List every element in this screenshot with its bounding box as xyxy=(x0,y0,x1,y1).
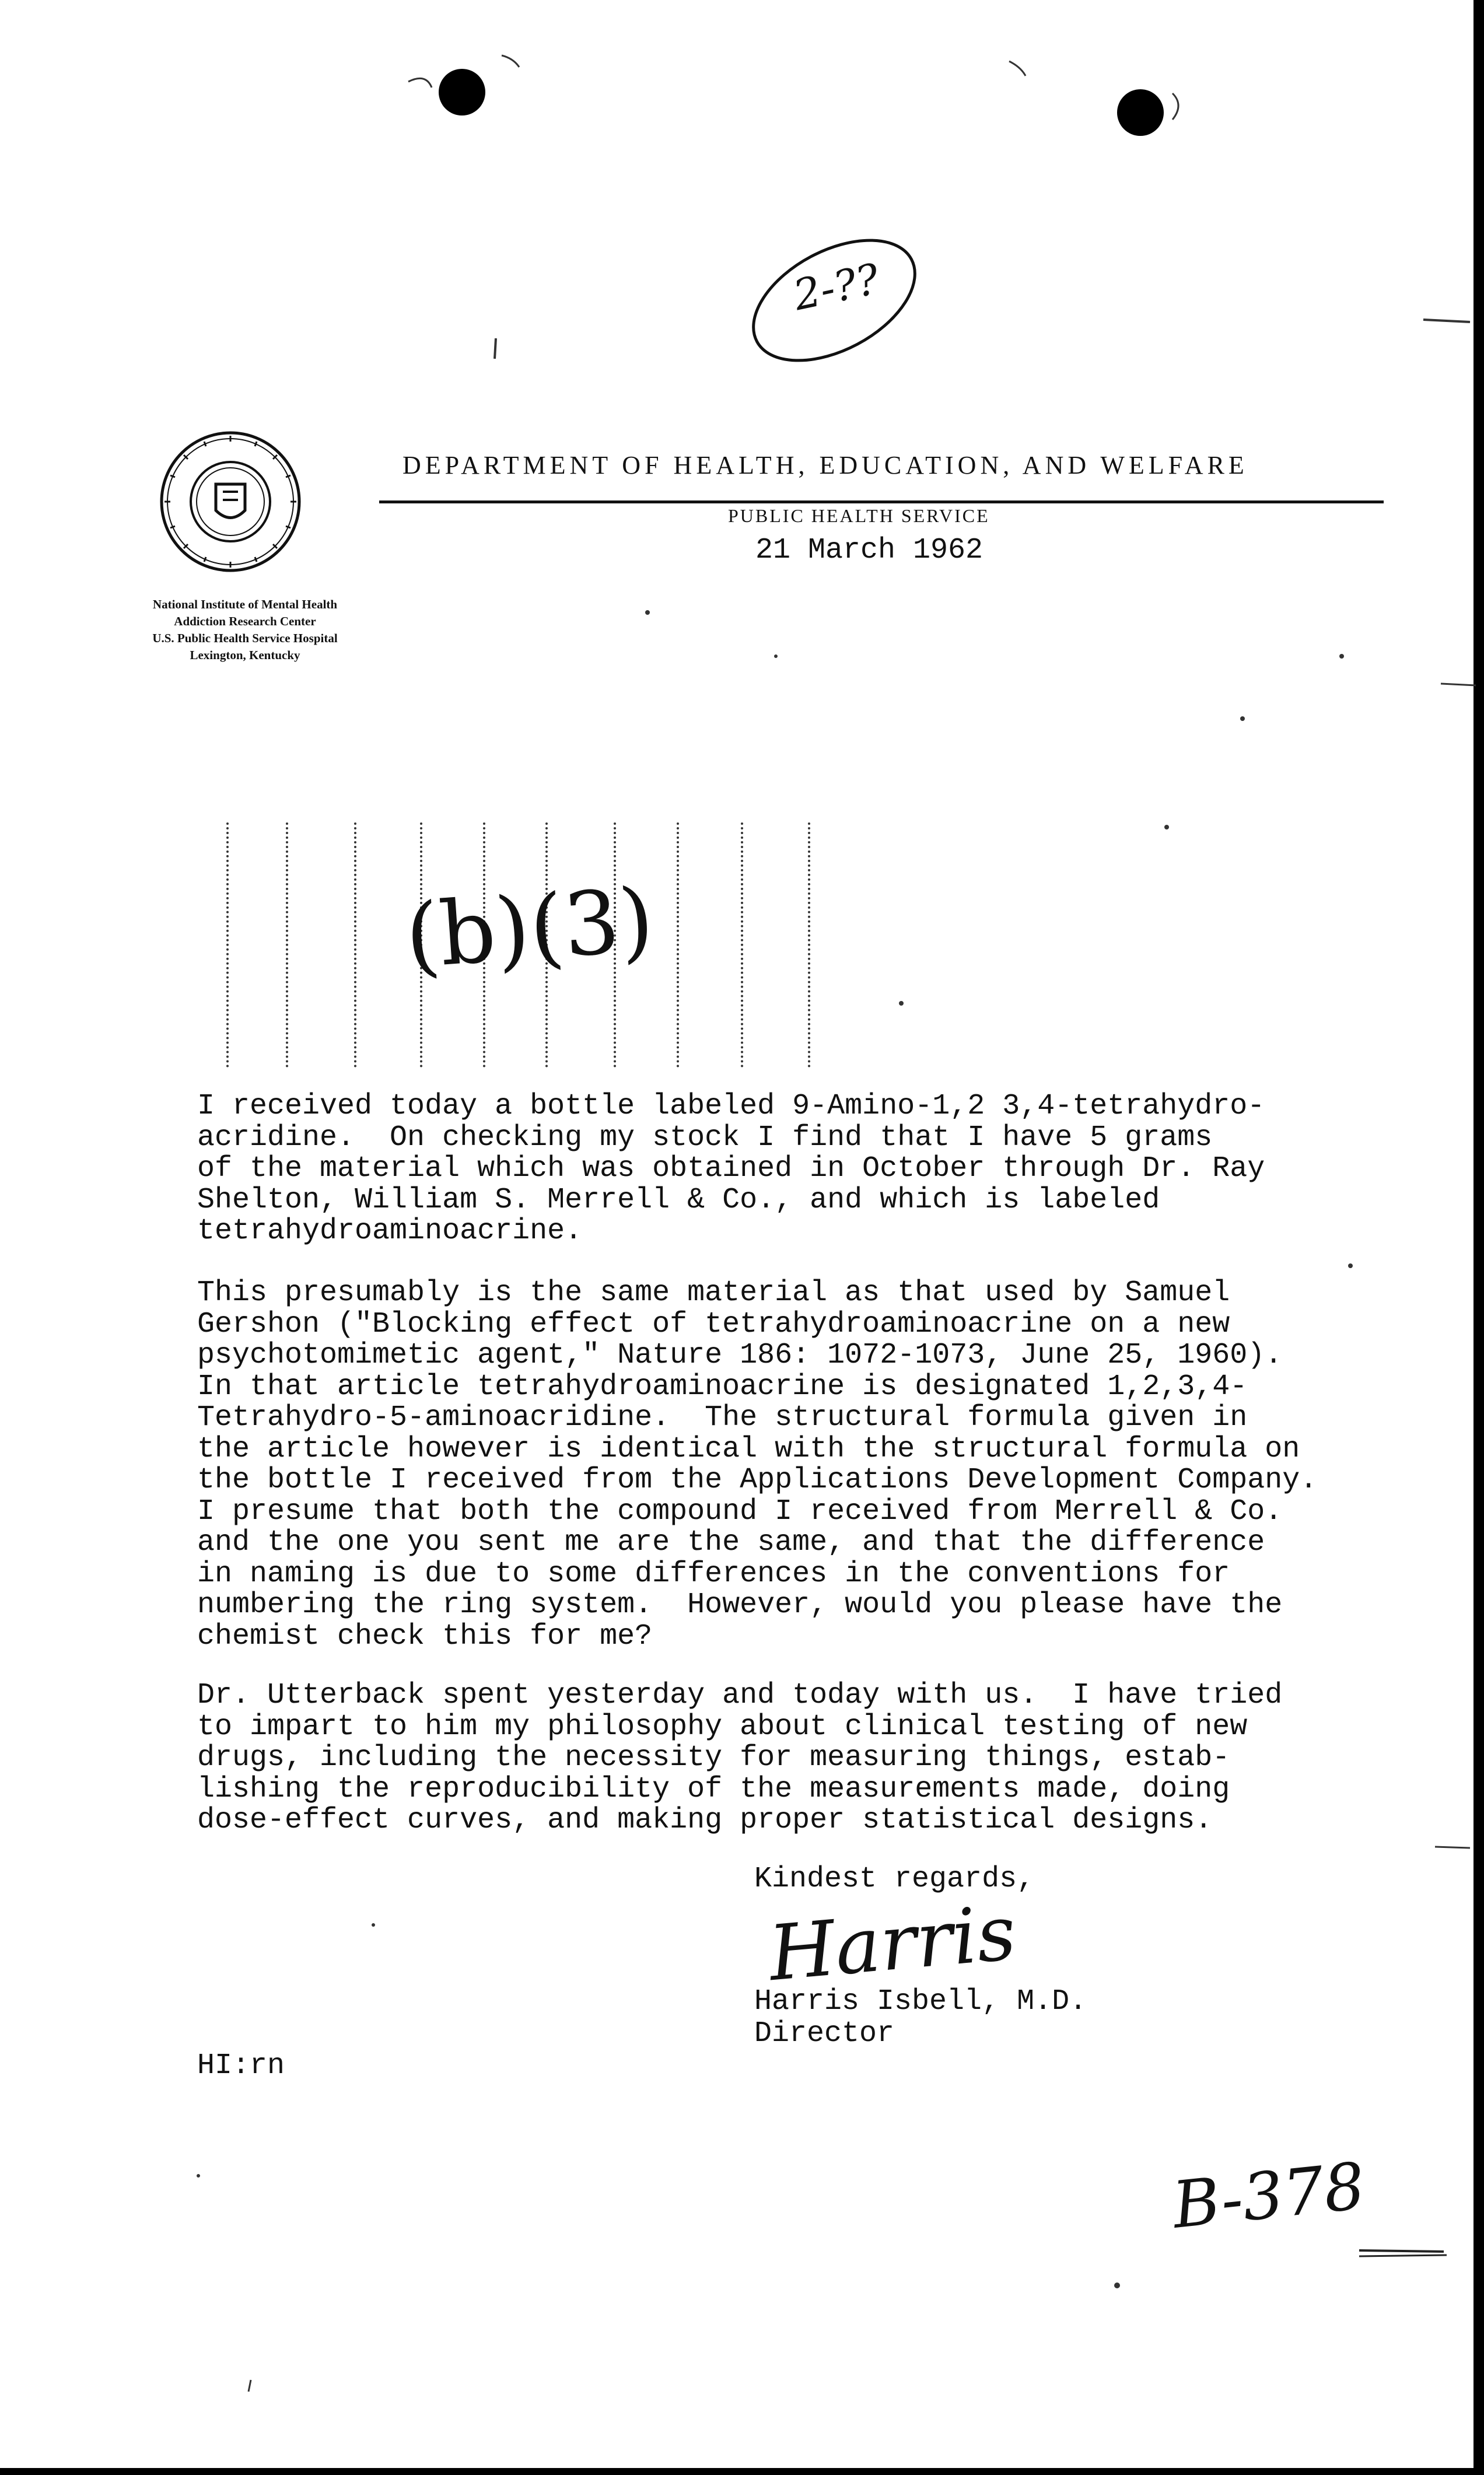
body-line: in naming is due to some differences in the conventions for xyxy=(197,1557,1230,1591)
department-heading: DEPARTMENT OF HEALTH, EDUCATION, AND WELFARE xyxy=(402,451,1248,479)
body-line: dose-effect curves, and making proper statistical designs. xyxy=(197,1804,1213,1837)
body-line: Gershon ("Blocking effect of tetrahydroaminoacrine on a new xyxy=(197,1307,1230,1341)
institution-line: Addiction Research Center xyxy=(174,614,316,628)
signer-name: Harris Isbell, M.D. xyxy=(754,1985,1087,2018)
institution-line: U.S. Public Health Service Hospital xyxy=(152,631,338,645)
body-line: acridine. On checking my stock I find that I have 5 grams xyxy=(197,1121,1213,1154)
body-line: lishing the reproducibility of the measurements made, doing xyxy=(197,1772,1230,1806)
salutation: Kindest regards, xyxy=(754,1863,1035,1896)
body-line: chemist check this for me? xyxy=(197,1619,653,1653)
file-number-annotation: 2-?? xyxy=(789,254,884,320)
paragraph-1 xyxy=(197,1091,1410,1247)
signature: Harris xyxy=(765,1888,1020,1998)
institution-line: National Institute of Mental Health xyxy=(152,597,338,611)
body-line: I presume that both the compound I received from Merrell & Co. xyxy=(197,1494,1283,1528)
institution-block xyxy=(105,596,385,664)
body-line: Shelton, William S. Merrell & Co., and which is labeled xyxy=(197,1183,1160,1217)
body-line: and the one you sent me are the same, and that the difference xyxy=(197,1526,1265,1559)
body-line: numbering the ring system. However, would you please have the xyxy=(197,1588,1283,1622)
letter-date: 21 March 1962 xyxy=(755,534,984,567)
signer-title: Director xyxy=(754,2017,895,2050)
body-line: Tetrahydro-5-aminoacridine. The structural formula given in xyxy=(197,1401,1248,1434)
paragraph-2 xyxy=(197,1277,1410,1652)
body-line: of the material which was obtained in October through Dr. Ray xyxy=(197,1152,1265,1185)
body-line: the article however is identical with the structural formula on xyxy=(197,1432,1300,1466)
body-line: to impart to him my philosophy about clinical testing of new xyxy=(197,1710,1248,1744)
body-line: drugs, including the necessity for measuring things, estab- xyxy=(197,1741,1230,1774)
body-line: psychotomimetic agent," Nature 186: 1072-1073, June 25, 1960). xyxy=(197,1339,1283,1372)
reference-annotation: B-378 xyxy=(1169,2148,1368,2243)
typist-initials: HI:rn xyxy=(197,2049,285,2082)
seal-icon xyxy=(158,429,303,575)
body-line: In that article tetrahydroaminoacrine is designated 1,2,3,4- xyxy=(197,1370,1248,1403)
body-line: the bottle I received from the Applications Development Company. xyxy=(197,1464,1318,1497)
body-line: tetrahydroaminoacrine. xyxy=(197,1214,583,1248)
body-line: This presumably is the same material as that used by Samuel xyxy=(197,1276,1230,1310)
paragraph-3 xyxy=(197,1680,1410,1836)
body-line: I received today a bottle labeled 9-Amino-1,2 3,4-tetrahydro- xyxy=(197,1090,1265,1123)
body-line: Dr. Utterback spent yesterday and today with us. I have tried xyxy=(197,1679,1283,1712)
service-heading: PUBLIC HEALTH SERVICE xyxy=(728,505,990,526)
exemption-annotation: (b)(3) xyxy=(402,869,657,988)
institution-line: Lexington, Kentucky xyxy=(190,648,300,662)
letterhead-rule xyxy=(379,500,1384,503)
